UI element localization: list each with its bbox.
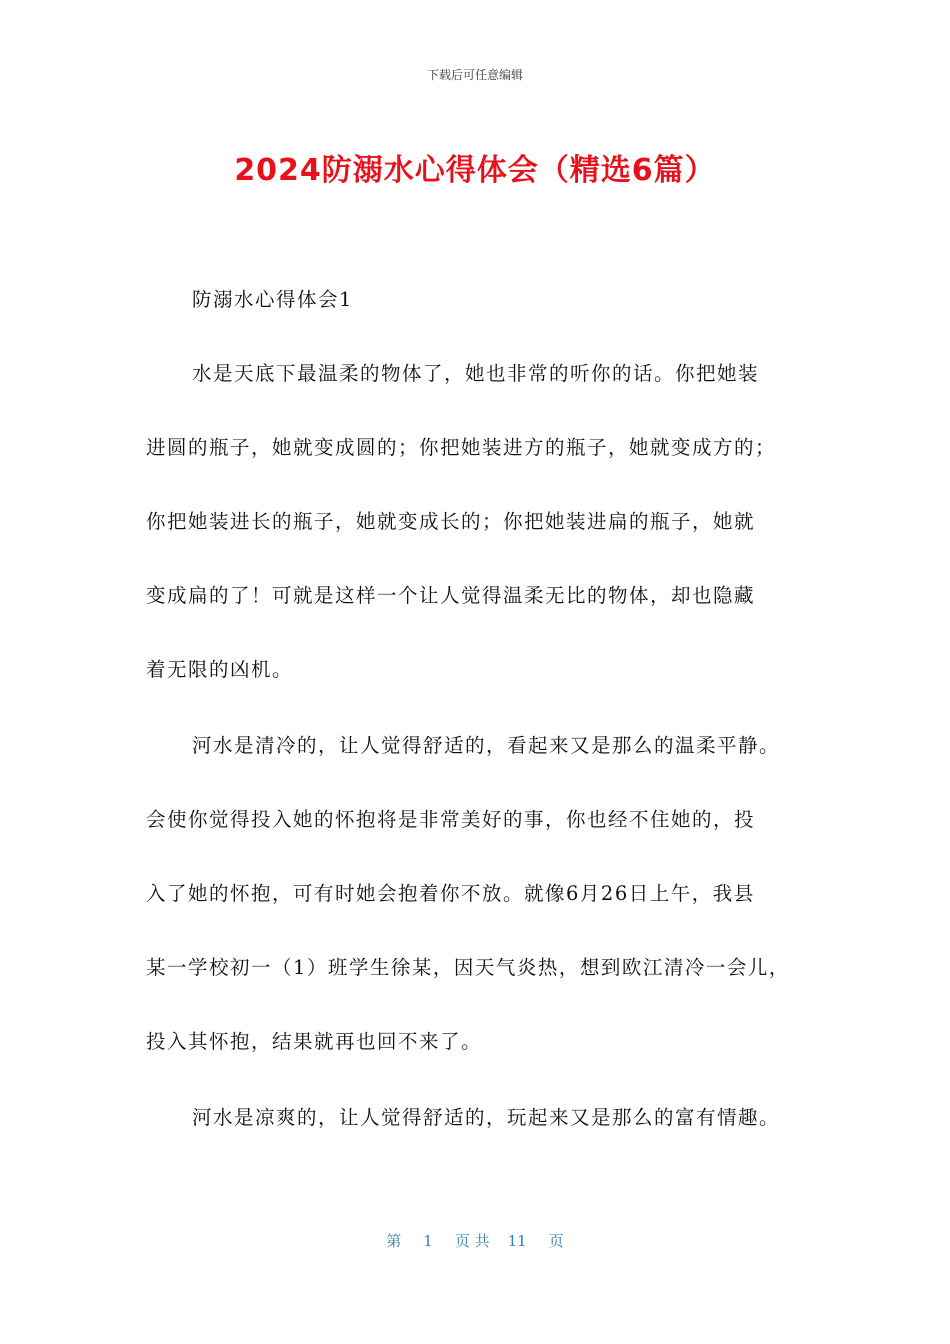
- paragraph-line: 河水是凉爽的，让人觉得舒适的，玩起来又是那么的富有情趣。: [192, 1106, 781, 1129]
- paragraph-line: 入了她的怀抱，可有时她会抱着你不放。就像6月26日上午，我县: [146, 882, 755, 905]
- page-mid: 页 共: [454, 1232, 490, 1250]
- paragraph-line: 变成扁的了！可就是这样一个让人觉得温柔无比的物体，却也隐藏: [146, 584, 756, 607]
- page-footer: [0, 1230, 950, 1251]
- paragraph-line: 你把她装进长的瓶子，她就变成长的；你把她装进扁的瓶子，她就: [146, 510, 756, 533]
- paragraph-line: 某一学校初一（1）班学生徐某，因天气炎热，想到欧江清冷一会儿，: [146, 956, 790, 979]
- heading-section-1: 防溺水心得体会1: [192, 288, 353, 311]
- paragraph-line: 投入其怀抱，结果就再也回不来了。: [146, 1030, 483, 1053]
- page-current: 1: [423, 1232, 433, 1250]
- page-prefix: 第: [386, 1232, 402, 1250]
- header-note: 下载后可任意编辑: [426, 68, 523, 82]
- page-total: 11: [507, 1232, 527, 1250]
- document-title: 2024防溺水心得体会（精选6篇）: [234, 153, 716, 188]
- paragraph-line: 进圆的瓶子，她就变成圆的；你把她装进方的瓶子，她就变成方的；: [146, 436, 777, 459]
- page-suffix: 页: [548, 1232, 564, 1250]
- paragraph-line: 水是天底下最温柔的物体了，她也非常的听你的话。你把她装: [192, 362, 760, 385]
- paragraph-line: 会使你觉得投入她的怀抱将是非常美好的事，你也经不住她的，投: [146, 808, 756, 831]
- paragraph-line: 着无限的凶机。: [146, 658, 294, 681]
- paragraph-line: 河水是清冷的，让人觉得舒适的，看起来又是那么的温柔平静。: [192, 734, 781, 757]
